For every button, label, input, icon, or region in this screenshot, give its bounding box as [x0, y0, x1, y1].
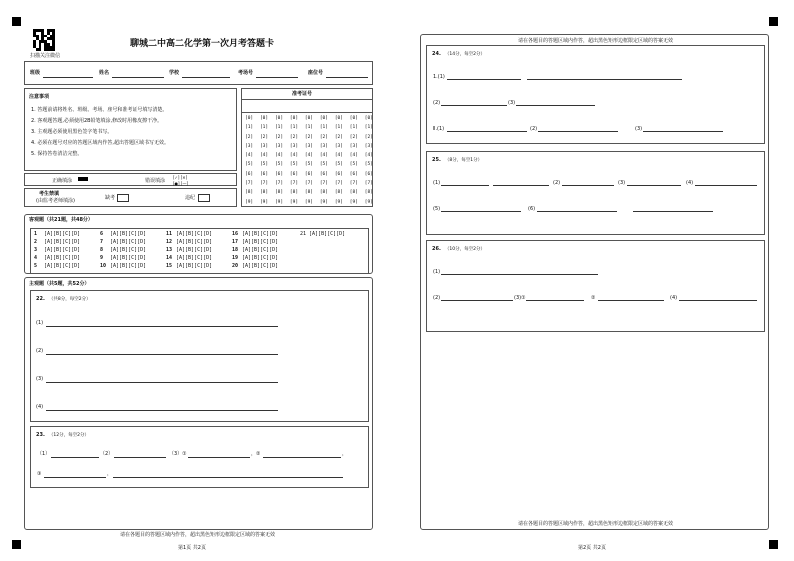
objective-question-14[interactable]: 14 [A][B][C][D] [166, 255, 213, 261]
exam-id-bubble[interactable]: [4] [349, 153, 358, 159]
page1-label: 第1页 共2页 [178, 545, 206, 551]
exam-id-bubble[interactable]: [1] [274, 125, 284, 131]
notice-title: 注意事项 [29, 94, 50, 100]
q25-r1d: (4) [686, 180, 694, 186]
exam-id-bubble[interactable]: [6] [364, 171, 373, 177]
exam-id-bubble[interactable]: [1] [304, 125, 314, 131]
page2-top-note: 请在各题目的答题区域内作答，超出黑色矩形边框限定区域的答案无效 [518, 38, 674, 44]
school-label: 学校 [169, 70, 180, 76]
exam-id-title: 准考证号 [292, 91, 313, 97]
page-title: 聊城二中高二化学第一次月考答题卡 [130, 39, 275, 49]
qr-code [33, 29, 55, 51]
exam-id-bubble[interactable]: [2] [245, 134, 254, 140]
objective-question-10[interactable]: 10 [A][B][C][D] [100, 263, 147, 269]
exam-id-bubble[interactable]: [0] [319, 116, 328, 121]
wrong-fill-label: 错误填涂 [145, 178, 166, 184]
objective-question-1[interactable]: 1 [A][B][C][D] [34, 231, 81, 237]
q23-answer-2[interactable] [114, 457, 166, 458]
exam-id-bubble[interactable]: [4] [334, 153, 343, 159]
q22-box [30, 290, 369, 422]
q26-l2d: (4) [670, 295, 678, 301]
q24-answer-5[interactable] [538, 131, 618, 132]
q25-answer-2[interactable] [562, 185, 614, 186]
objective-question-15[interactable]: 15 [A][B][C][D] [166, 263, 213, 269]
exam-id-bubble[interactable]: [6] [304, 171, 314, 177]
q25-head: 25. （8分，每空1分） [432, 157, 483, 163]
absent-box [24, 188, 237, 207]
q25-box [426, 151, 765, 235]
seat-field[interactable] [326, 77, 368, 78]
exam-id-column[interactable] [350, 114, 358, 209]
exam-id-bubble[interactable]: [3] [245, 143, 254, 149]
exam-id-bubble[interactable]: [0] [334, 116, 343, 121]
q24-l3c: (3) [635, 126, 643, 132]
q24-answer-2[interactable] [441, 105, 507, 106]
corner-mark-tr [769, 17, 778, 26]
objective-question-7[interactable]: 7 [A][B][C][D] [100, 239, 147, 245]
q23-part-1: （1） [37, 451, 51, 457]
q22-item-3: (3) [36, 376, 44, 382]
exam-id-bubble[interactable]: [7] [245, 181, 254, 187]
exam-id-bubble[interactable]: [7] [259, 181, 269, 187]
exam-id-bubble[interactable]: [9] [364, 199, 373, 205]
q25-answer-3[interactable] [627, 185, 681, 186]
q25-r1a: (1) [433, 180, 441, 186]
q26-l2c: ② [591, 295, 596, 301]
q23-answer-3[interactable] [188, 457, 250, 458]
exam-id-bubble[interactable]: [9] [334, 199, 343, 205]
qr-caption: 扫描关注微信 [30, 53, 61, 59]
exam-id-bubble[interactable]: [1] [334, 125, 343, 131]
school-field[interactable] [182, 77, 230, 78]
objective-question-16[interactable]: 16 [A][B][C][D] [232, 231, 279, 237]
exam-id-bubble[interactable]: [5] [304, 162, 314, 168]
q25-answer-4[interactable] [695, 185, 757, 186]
notice-box [24, 88, 237, 171]
exam-id-bubble[interactable]: [6] [349, 171, 358, 177]
q22-item-4: (4) [36, 404, 44, 410]
q25-answer-7[interactable] [633, 211, 713, 212]
subjective-title: 主观题（共5题，共52分） [29, 281, 90, 287]
exam-id-bubble[interactable]: [1] [319, 125, 328, 131]
exam-id-bubble[interactable]: [5] [289, 162, 299, 168]
q24-l2b: (3) [508, 100, 516, 106]
exam-id-bubble[interactable]: [1] [259, 125, 269, 131]
q24-answer-6[interactable] [643, 131, 723, 132]
exam-id-box [241, 88, 373, 207]
objective-question-9[interactable]: 9 [A][B][C][D] [100, 255, 147, 261]
exam-id-bubble[interactable]: [2] [274, 134, 284, 140]
q26-l2b: (3)① [514, 295, 526, 301]
exam-id-bubble[interactable]: [9] [245, 199, 254, 205]
objective-question-3[interactable]: 3 [A][B][C][D] [34, 247, 81, 253]
objective-title: 客观题（共21题，共48分） [29, 217, 93, 223]
exam-id-bubble[interactable]: [5] [334, 162, 343, 168]
exam-id-bubble[interactable]: [0] [304, 116, 314, 121]
exam-id-column[interactable] [365, 114, 373, 209]
exam-id-bubble[interactable]: [9] [304, 199, 314, 205]
absent-subtitle: (由监考老师填涂) [36, 198, 75, 204]
exam-id-bubble[interactable]: [1] [364, 125, 373, 131]
q24-l3b: (2) [530, 126, 538, 132]
exam-id-column[interactable] [260, 114, 268, 209]
q25-answer-6[interactable] [537, 211, 617, 212]
exam-id-column[interactable] [245, 114, 253, 209]
q25-answer-1[interactable] [441, 185, 489, 186]
exam-id-bubble[interactable]: [1] [245, 125, 254, 131]
q22-item-1: (1) [36, 320, 44, 326]
exam-id-bubble[interactable]: [3] [304, 143, 314, 149]
exam-id-bubble[interactable]: [0] [245, 116, 254, 121]
objective-question-11[interactable]: 11 [A][B][C][D] [166, 231, 213, 237]
violation-checkbox[interactable] [198, 194, 210, 202]
fill-example-box [24, 173, 237, 186]
exam-id-column[interactable] [275, 114, 283, 209]
class-field[interactable] [43, 77, 93, 78]
q25-answer-5[interactable] [441, 211, 521, 212]
room-field[interactable] [256, 77, 298, 78]
q25-r2b: (6) [528, 206, 536, 212]
q24-answer-4[interactable] [447, 131, 527, 132]
seat-label: 座位号 [308, 70, 324, 76]
exam-id-column[interactable] [305, 114, 313, 209]
exam-id-bubble[interactable]: [3] [259, 143, 269, 149]
q23-part-6: ③ [37, 471, 42, 477]
exam-id-bubble[interactable]: [5] [274, 162, 284, 168]
exam-id-bubble[interactable]: [6] [319, 171, 328, 177]
exam-id-bubble[interactable]: [3] [364, 143, 373, 149]
q23-answer-5[interactable] [44, 477, 106, 478]
page2-footer-note: 请在各题目的答题区域内作答，超出黑色矩形边框限定区域的答案无效 [518, 521, 674, 527]
room-label: 考场号 [238, 70, 254, 76]
q26-answer-3[interactable] [526, 300, 584, 301]
exam-id-bubble[interactable]: [2] [289, 134, 299, 140]
exam-id-bubble[interactable]: [7] [274, 181, 284, 187]
corner-mark-br [769, 540, 778, 549]
exam-id-column[interactable] [335, 114, 343, 209]
page2-label: 第2页 共2页 [578, 545, 606, 551]
exam-id-bubble[interactable]: [5] [319, 162, 328, 168]
exam-id-bubble[interactable]: [7] [289, 181, 299, 187]
q26-head: 26. （10分，每空2分） [432, 246, 485, 252]
corner-mark-bl [12, 540, 21, 549]
objective-question-12[interactable]: 12 [A][B][C][D] [166, 239, 213, 245]
exam-id-bubble[interactable]: [6] [274, 171, 284, 177]
q26-l1: (1) [433, 269, 441, 275]
exam-id-column[interactable] [290, 114, 298, 209]
objective-question-5[interactable]: 5 [A][B][C][D] [34, 263, 81, 269]
exam-id-bubble[interactable]: [3] [289, 143, 299, 149]
corner-mark-tl [12, 17, 21, 26]
exam-id-bubble[interactable]: [6] [334, 171, 343, 177]
exam-id-bubble[interactable]: [9] [319, 199, 328, 205]
q26-answer-1[interactable] [441, 274, 598, 275]
objective-question-19[interactable]: 19 [A][B][C][D] [232, 255, 279, 261]
exam-id-bubble[interactable]: [4] [259, 153, 269, 159]
q23-part-4: ，② [251, 451, 261, 457]
notice-item: 4. 必须在题号对应的答题区域内作答,超出答题区域书写无效。 [31, 140, 169, 146]
exam-id-bubble[interactable]: [8] [274, 190, 284, 196]
exam-id-bubble[interactable]: [8] [259, 190, 269, 196]
subjective-box [24, 277, 373, 530]
exam-id-bubble[interactable]: [5] [349, 162, 358, 168]
exam-id-bubble[interactable]: [6] [289, 171, 299, 177]
info-box [24, 61, 373, 85]
q26-answer-2[interactable] [441, 300, 513, 301]
q22-answer-line-2[interactable] [46, 354, 278, 355]
q26-answer-4[interactable] [598, 300, 664, 301]
exam-id-bubble[interactable]: [7] [319, 181, 328, 187]
exam-id-bubble[interactable]: [4] [364, 153, 373, 159]
exam-id-bubble[interactable]: [0] [274, 116, 284, 121]
page1-footer-note: 请在各题目的答题区域内作答，超出黑色矩形边框限定区域的答案无效 [120, 532, 276, 538]
correct-fill-sample [78, 177, 88, 181]
q25-r2a: (5) [433, 206, 441, 212]
exam-id-bubble[interactable]: [8] [245, 190, 254, 196]
name-label: 姓名 [99, 70, 110, 76]
exam-id-bubble[interactable]: [2] [304, 134, 314, 140]
objective-question-8[interactable]: 8 [A][B][C][D] [100, 247, 147, 253]
exam-id-bubble[interactable]: [1] [349, 125, 358, 131]
exam-id-bubble[interactable]: [3] [334, 143, 343, 149]
exam-id-bubble[interactable]: [7] [349, 181, 358, 187]
exam-id-bubble[interactable]: [8] [289, 190, 299, 196]
q24-l1: 1.(1) [433, 74, 445, 80]
q26-answer-5[interactable] [679, 300, 757, 301]
exam-id-bubble[interactable]: [2] [334, 134, 343, 140]
objective-question-13[interactable]: 13 [A][B][C][D] [166, 247, 213, 253]
objective-box [24, 214, 373, 274]
objective-question-4[interactable]: 4 [A][B][C][D] [34, 255, 81, 261]
q22-item-2: (2) [36, 348, 44, 354]
exam-id-bubble[interactable]: [8] [304, 190, 314, 196]
q24-answer-1[interactable] [447, 79, 521, 80]
exam-id-bubble[interactable]: [6] [245, 171, 254, 177]
notice-item: 5. 保持答卷清洁完整。 [31, 151, 83, 157]
exam-id-bubble[interactable]: [4] [245, 153, 254, 159]
page2-frame [420, 34, 769, 530]
q23-part-2: （2） [100, 451, 114, 457]
exam-id-bubble[interactable]: [8] [349, 190, 358, 196]
exam-id-bubble[interactable]: [3] [319, 143, 328, 149]
q24-l2a: (2) [433, 100, 441, 106]
exam-id-bubble[interactable]: [0] [349, 116, 358, 121]
exam-id-bubble[interactable]: [9] [274, 199, 284, 205]
violation-label: 违纪 [185, 195, 196, 201]
q24-l3a: Ⅱ.(1) [433, 126, 445, 132]
q26-l2a: (2) [433, 295, 441, 301]
missing-checkbox[interactable] [117, 194, 129, 202]
q23-part-3: （3）① [169, 451, 187, 457]
q23-part-5: ， [342, 451, 348, 457]
q22-head: 22. （共8分，每空2分） [36, 296, 91, 302]
objective-question-17[interactable]: 17 [A][B][C][D] [232, 239, 279, 245]
exam-id-bubble[interactable]: [0] [289, 116, 299, 121]
exam-id-bubble[interactable]: [1] [289, 125, 299, 131]
absent-title: 考生禁填 [39, 191, 60, 197]
notice-item: 3. 主观题必须使用黑色签字笔书写。 [31, 129, 113, 135]
q24-head: 24. （14分，每空2分） [432, 51, 485, 57]
exam-id-bubble[interactable]: [9] [349, 199, 358, 205]
exam-id-bubble[interactable]: [2] [319, 134, 328, 140]
exam-id-bubble[interactable]: [9] [289, 199, 299, 205]
exam-id-bubble[interactable]: [4] [274, 153, 284, 159]
objective-question-18[interactable]: 18 [A][B][C][D] [232, 247, 279, 253]
class-label: 班级 [30, 70, 41, 76]
q22-answer-line-4[interactable] [46, 410, 278, 411]
exam-id-bubble[interactable]: [8] [334, 190, 343, 196]
exam-id-bubble[interactable]: [2] [259, 134, 269, 140]
q22-answer-line-3[interactable] [46, 382, 278, 383]
exam-id-bubble[interactable]: [5] [364, 162, 373, 168]
q21-bubbles[interactable]: 21 [A][B][C][D] [300, 231, 346, 237]
q24-box [426, 45, 765, 144]
exam-id-bubble[interactable]: [8] [319, 190, 328, 196]
q25-r1c: (3) [618, 180, 626, 186]
q26-box [426, 240, 765, 332]
q23-answer-4[interactable] [263, 457, 341, 458]
exam-id-bubble[interactable]: [0] [259, 116, 269, 121]
exam-id-bubbles[interactable] [245, 114, 373, 209]
exam-id-bubble[interactable]: [5] [245, 162, 254, 168]
objective-question-6[interactable]: 6 [A][B][C][D] [100, 231, 147, 237]
exam-id-bubble[interactable]: [4] [304, 153, 314, 159]
q23-box [30, 426, 369, 488]
objective-question-20[interactable]: 20 [A][B][C][D] [232, 263, 279, 269]
exam-id-bubble[interactable]: [4] [289, 153, 299, 159]
exam-id-bubble[interactable]: [7] [304, 181, 314, 187]
exam-id-bubble[interactable]: [9] [259, 199, 269, 205]
exam-id-write-row[interactable] [242, 99, 372, 113]
name-field[interactable] [112, 77, 164, 78]
exam-id-column[interactable] [320, 114, 328, 209]
q23-part-7: ， [107, 471, 113, 477]
exam-id-bubble[interactable]: [2] [364, 134, 373, 140]
exam-id-bubble[interactable]: [5] [259, 162, 269, 168]
wrong-fill-sample: [✓] [✕] [●] [—] [173, 175, 189, 186]
q22-answer-line-1[interactable] [46, 326, 278, 327]
exam-id-bubble[interactable]: [7] [364, 181, 373, 187]
exam-id-bubble[interactable]: [7] [334, 181, 343, 187]
q24-answer-1b[interactable] [527, 79, 682, 80]
exam-id-bubble[interactable]: [6] [259, 171, 269, 177]
q23-answer-6[interactable] [113, 477, 343, 478]
exam-id-bubble[interactable]: [0] [364, 116, 373, 121]
exam-id-bubble[interactable]: [4] [319, 153, 328, 159]
exam-id-bubble[interactable]: [8] [364, 190, 373, 196]
q23-head: 23. （12分，每空2分） [36, 432, 89, 438]
q25-answer-1b[interactable] [493, 185, 549, 186]
objective-question-2[interactable]: 2 [A][B][C][D] [34, 239, 81, 245]
notice-item: 1. 答题前请将姓名、班级、考场、座号和准考证号填写清楚。 [31, 107, 168, 113]
correct-fill-label: 正确填涂 [52, 178, 73, 184]
q25-r1b: (2) [553, 180, 561, 186]
missing-label: 缺考 [105, 195, 116, 201]
notice-item: 2. 客观题答题,必须使用2B铅笔填涂,修改时用橡皮擦干净。 [31, 118, 163, 124]
exam-id-bubble[interactable]: [3] [274, 143, 284, 149]
exam-id-bubble[interactable]: [3] [349, 143, 358, 149]
q24-answer-3[interactable] [516, 105, 595, 106]
q23-answer-1[interactable] [51, 457, 99, 458]
exam-id-bubble[interactable]: [2] [349, 134, 358, 140]
